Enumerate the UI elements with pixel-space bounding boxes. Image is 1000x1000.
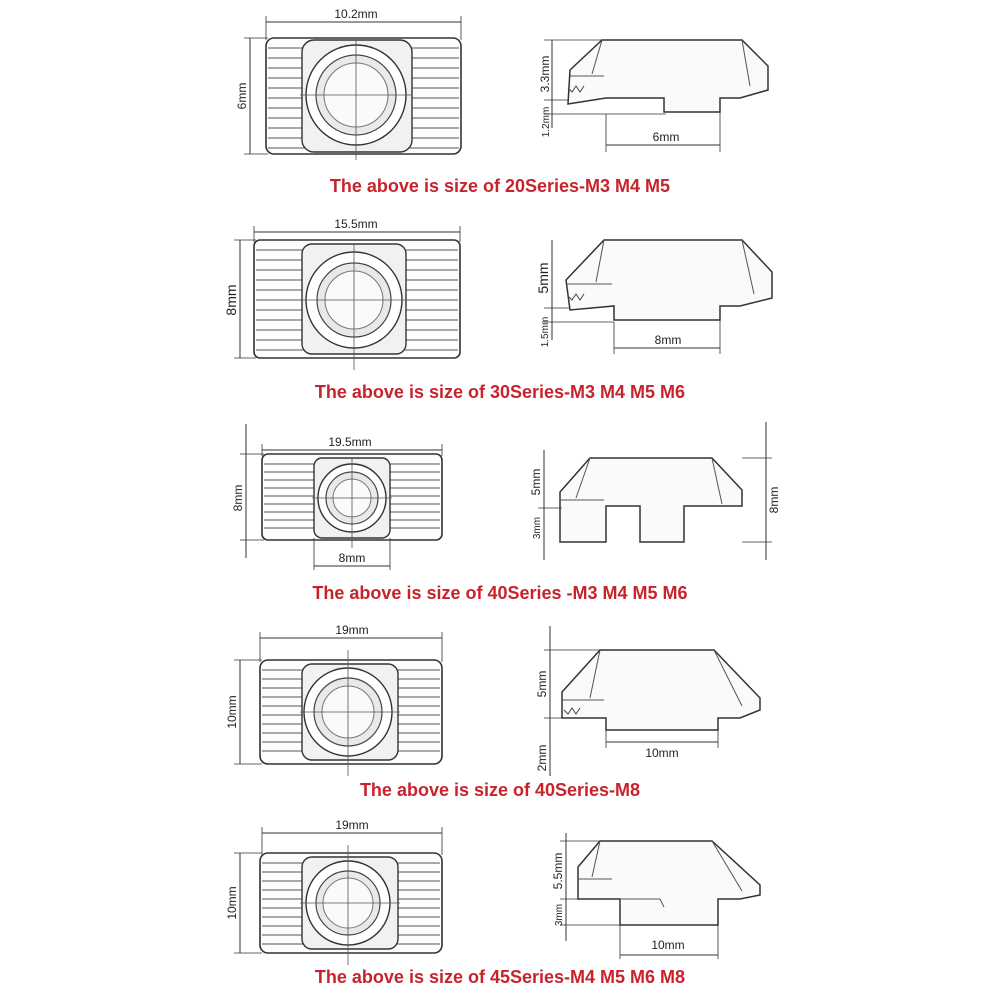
side-lower-label: 1.5mm xyxy=(540,316,551,348)
side-upper-label: 5.5mm xyxy=(551,852,565,890)
side-bottom-label: 6mm xyxy=(652,130,680,144)
top-height-label: 10mm xyxy=(225,695,239,729)
top-width-label: 10.2mm xyxy=(334,7,378,21)
top-height-label: 10mm xyxy=(225,886,239,920)
side-bottom-label: 10mm xyxy=(651,938,685,952)
caption-40series-m8: The above is size of 40Series-M8 xyxy=(359,780,641,800)
side-upper-label: 5mm xyxy=(529,468,543,496)
nut-row-30series xyxy=(0,210,1000,410)
side-lower-label: 3mm xyxy=(532,516,543,540)
caption-40series-m3-m6: The above is size of 40Series -M3 M4 M5 M6 xyxy=(312,583,688,603)
top-height-label: 8mm xyxy=(231,484,245,512)
top-width-label: 19.5mm xyxy=(328,435,372,449)
side-upper-label: 5mm xyxy=(535,262,551,294)
top-bottom-label: 8mm xyxy=(338,551,366,565)
nut-row-20series xyxy=(0,0,1000,200)
nut-row-40series-m3-m6 xyxy=(0,420,1000,620)
caption-45series: The above is size of 45Series-M4 M5 M6 M8 xyxy=(314,967,686,987)
side-view-drawing-30series xyxy=(0,210,1000,410)
side-view-drawing-20series xyxy=(0,0,1000,200)
side-bottom-label: 8mm xyxy=(654,333,682,347)
top-height-label: 8mm xyxy=(223,284,239,316)
side-bottom-label: 10mm xyxy=(645,746,679,760)
top-height-label: 6mm xyxy=(235,82,249,110)
nut-row-40series-m8 xyxy=(0,620,1000,810)
caption-30series: The above is size of 30Series-M3 M4 M5 M6 xyxy=(314,382,686,402)
side-right-label: 8mm xyxy=(767,486,781,514)
nut-row-45series xyxy=(0,815,1000,1000)
caption-20series: The above is size of 20Series-M3 M4 M5 xyxy=(329,176,671,196)
side-lower-label: 2mm xyxy=(535,744,549,772)
side-upper-label: 3.3mm xyxy=(538,55,552,93)
top-width-label: 19mm xyxy=(335,623,369,637)
side-upper-label: 5mm xyxy=(535,670,549,698)
side-lower-label: 1.2mm xyxy=(541,106,552,138)
top-width-label: 19mm xyxy=(335,818,369,832)
side-lower-label: 3mm xyxy=(554,903,565,927)
top-width-label: 15.5mm xyxy=(334,217,378,231)
